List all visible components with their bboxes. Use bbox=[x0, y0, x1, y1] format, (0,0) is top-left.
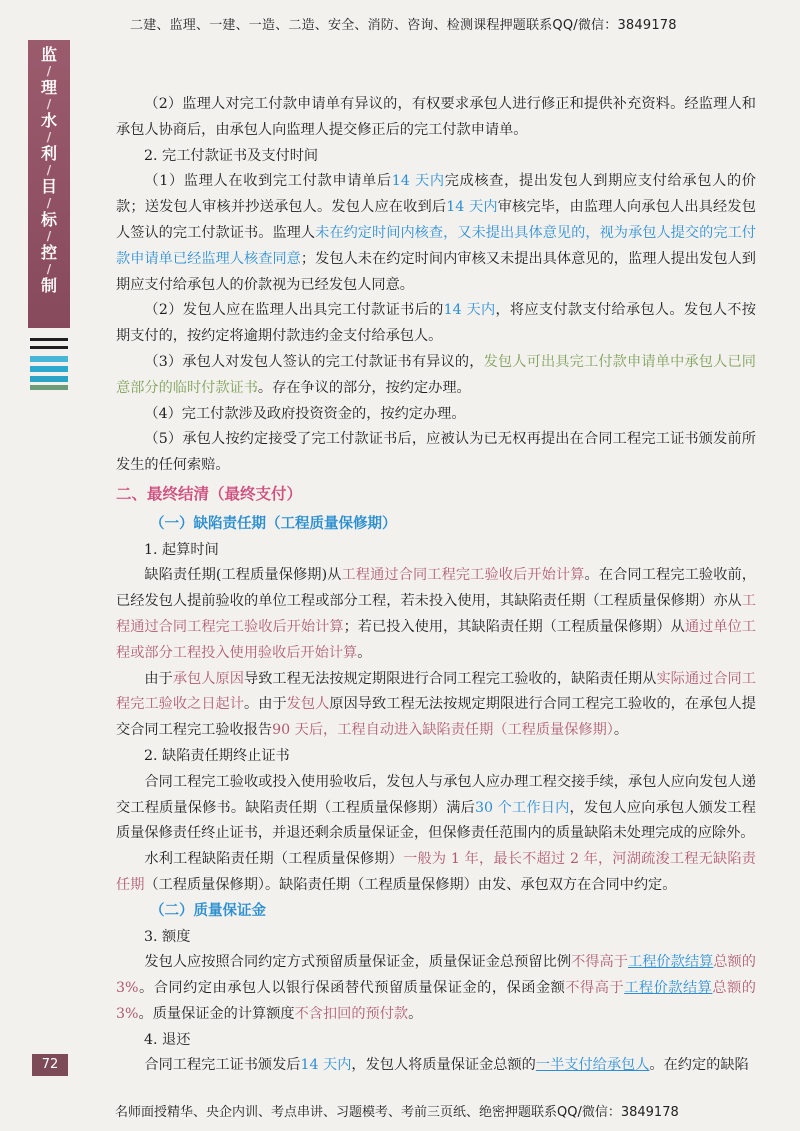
paragraph: 合同工程完工证书颁发后14 天内，发包人将质量保证金总额的一半支付给承包人。在约定的缺陷 bbox=[144, 1057, 749, 1074]
paragraph: （4）完工付款涉及政府投资资金的，按约定办理。 bbox=[144, 405, 466, 422]
decor-stripe bbox=[30, 376, 68, 382]
tab-char: 理 bbox=[40, 78, 57, 97]
paragraph: 由于承包人原因导致工程无法按规定期限进行合同工程完工验收的，缺陷责任期从实际通过合同工程完工验收之日起计。由于发包人原因导致工程无法按规定期限进行合同工程完工验收的，在承包人提交合同工程完工验收报告90 天后，工程自动进入缺陷责任期（工程质量保修期）。 bbox=[116, 670, 756, 739]
subsection-heading: （一）缺陷责任期（工程质量保修期） bbox=[150, 515, 397, 532]
tab-char: 水 bbox=[40, 111, 57, 130]
subsection-title: 2. 缺陷责任期终止证书 bbox=[144, 747, 290, 764]
paragraph: （5）承包人按约定接受了完工付款证书后，应被认为已无权再提出在合同工程完工证书颁发前所发生的任何索赔。 bbox=[116, 431, 756, 474]
subsection-heading: （二）质量保证金 bbox=[150, 902, 266, 919]
paragraph: 合同工程完工验收或投入使用验收后，发包人与承包人应办理工程交接手续，承包人应向发包人递交工程质量保修书。缺陷责任期（工程质量保修期）满后30 个工作日内，发包人应向承包人颁发工程质量保修责任终止证书，并退还剩余质量保证金，但保修责任范围内的质量缺陷未处理完成的应除外。 bbox=[116, 773, 756, 842]
paragraph: （1）监理人在收到完工付款申请单后14 天内完成核查，提出发包人到期应支付给承包人的价款；送发包人审核并抄送承包人。发包人应在收到后14 天内审核完毕，由监理人向承包人出具经发包人签认的完工付款证书。监理人未在约定时间内核查，又未提出具体意见的，视为承包人提交的完工付款申请单已经监理人核查同意；发包人未在约定时间内审核又未提出具体意见的，监理人提出发包人到期应支付给承包人的价款视为已经发包人同意。 bbox=[116, 173, 756, 293]
subsection-title: 1. 起算时间 bbox=[144, 541, 219, 558]
tab-char: 监 bbox=[40, 45, 57, 64]
paragraph: 缺陷责任期(工程质量保修期)从工程通过合同工程完工验收后开始计算。在合同工程完工验收前，已经发包人提前验收的单位工程或部分工程，若未投入使用，其缺陷责任期（工程质量保修期）亦从工程通过合同工程完工验收后开始计算；若已投入使用，其缺陷责任期（工程质量保修期）从通过单位工程或部分工程投入使用验收后开始计算。 bbox=[116, 567, 756, 661]
paragraph: （2）发包人应在监理人出具完工付款证书后的14 天内，将应支付款支付给承包人。发包人不按期支付的，按约定将逾期付款违约金支付给承包人。 bbox=[116, 302, 756, 345]
paragraph: （3）承包人对发包人签认的完工付款证书有异议的，发包人可出具完工付款申请单中承包人已同意部分的临时付款证书。存在争议的部分，按约定办理。 bbox=[116, 353, 756, 396]
decor-stripe bbox=[30, 346, 68, 349]
subsection-title: 2. 完工付款证书及支付时间 bbox=[144, 147, 319, 164]
page-footer: 名师面授精华、央企内训、考点串讲、习题模考、考前三页纸、绝密押题联系QQ/微信：3849178 bbox=[115, 1105, 679, 1120]
tab-char: 目 bbox=[40, 177, 57, 196]
tab-char: 控 bbox=[40, 243, 57, 262]
page-body bbox=[116, 92, 756, 1079]
section-heading: 二、最终结清（最终支付） bbox=[116, 484, 303, 503]
tab-char: 标 bbox=[40, 210, 57, 229]
paragraph: （2）监理人对完工付款申请单有异议的，有权要求承包人进行修正和提供补充资料。经监理人和承包人协商后，由承包人向监理人提交修正后的完工付款申请单。 bbox=[116, 96, 756, 138]
subsection-title: 4. 退还 bbox=[144, 1031, 191, 1048]
decor-stripe bbox=[30, 356, 68, 362]
tab-char: 制 bbox=[40, 276, 57, 295]
paragraph: 发包人应按照合同约定方式预留质量保证金，质量保证金总预留比例不得高于工程价款结算总额的 3%。合同约定由承包人以银行保函替代预留质量保证金的，保函金额不得高于工程价款结算总额的 3%。质量保证金的计算额度不含扣回的预付款。 bbox=[116, 954, 756, 1022]
paragraph: 水利工程缺陷责任期（工程质量保修期）一般为 1 年，最长不超过 2 年，河湖疏浚工程无缺陷责任期（工程质量保修期）。缺陷责任期（工程质量保修期）由发、承包双方在合同中约定。 bbox=[116, 851, 756, 893]
decor-stripe bbox=[30, 385, 68, 390]
page-number: 72 bbox=[32, 1054, 68, 1076]
subsection-title: 3. 额度 bbox=[144, 928, 191, 945]
tab-char: 利 bbox=[40, 144, 57, 163]
side-chapter-tab: 监 / 理 / 水 / 利 / 目 / 标 / 控 / 制 bbox=[28, 40, 70, 328]
page-header: 二建、监理、一建、一造、二造、安全、消防、咨询、检测课程押题联系QQ/微信：3849178 bbox=[130, 18, 677, 33]
decor-stripe bbox=[30, 366, 68, 372]
decor-stripe bbox=[30, 338, 68, 341]
